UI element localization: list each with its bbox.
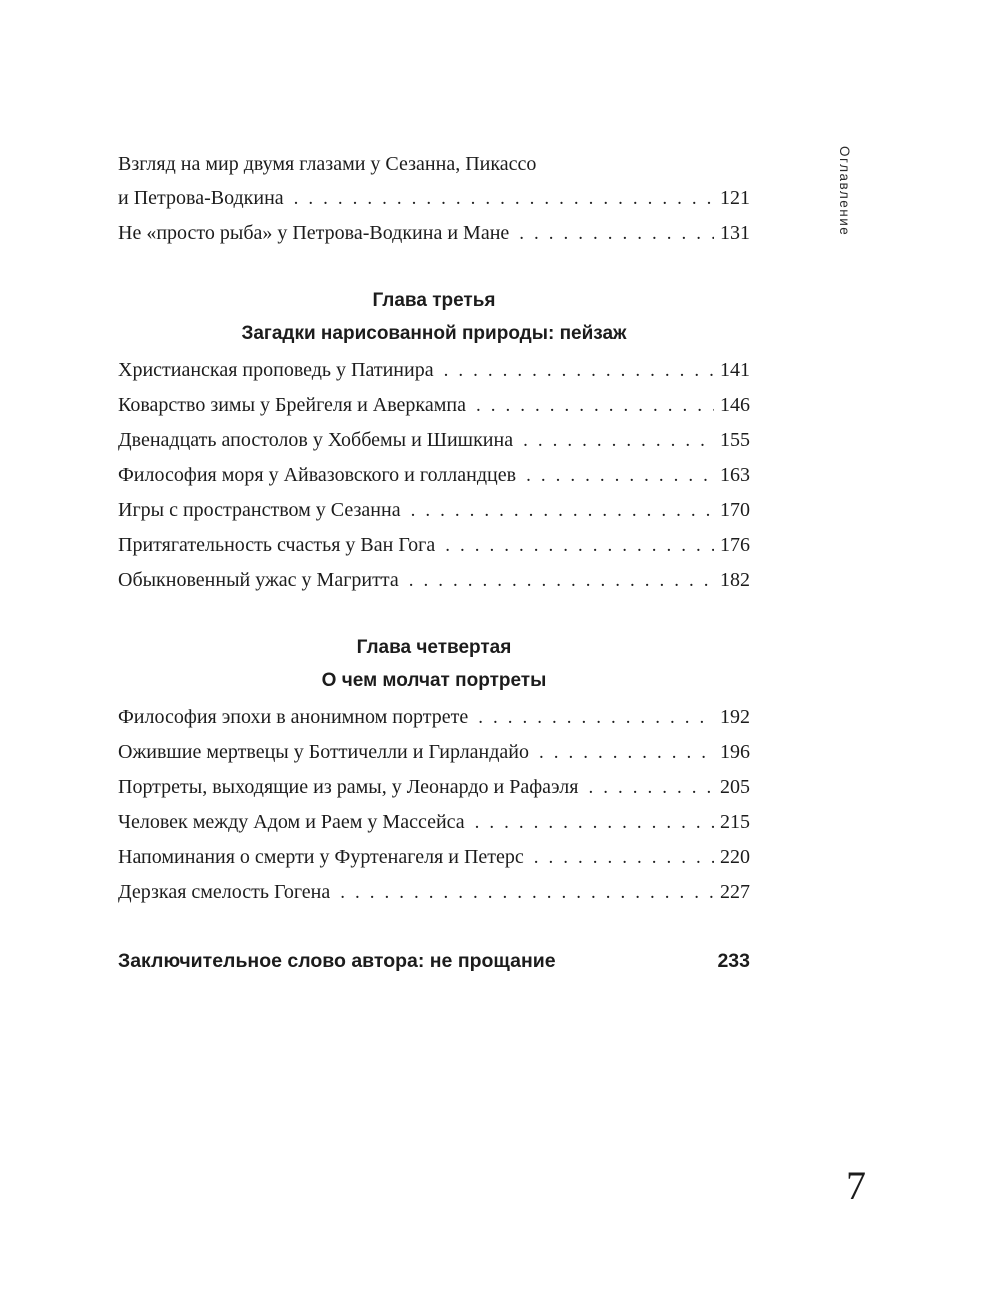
toc-entry [118,493,750,528]
toc-entry [118,770,750,805]
toc-entry-page: 220 [720,846,750,868]
toc-closing-title: Заключительное слово автора: не прощание [118,950,556,972]
chapter-entries [118,353,750,598]
toc-block [118,147,750,978]
toc-entry-page: 146 [720,394,750,416]
toc-entry [118,875,750,910]
toc-closing-entry [118,944,750,978]
leader-dots [478,700,714,735]
toc-entry [118,353,750,388]
toc-entry-title: Двенадцать апостолов у Хоббемы и Шишкина [118,429,514,451]
margin-label-vertical: Оглавление [837,146,852,237]
leader-dots [444,353,714,388]
toc-entry [118,388,750,423]
leader-dots [534,840,714,875]
toc-entry-title: Обыкновенный ужас у Магритта [118,569,399,591]
toc-entry [118,735,750,770]
toc-entry-title: Коварство зимы у Брейгеля и Аверкампа [118,394,466,416]
leader-dots [475,805,714,840]
toc-section-chapter-3 [118,284,750,598]
toc-entry-title: Философия эпохи в анонимном портрете [118,706,469,728]
toc-entry-title: Игры с пространством у Сезанна [118,499,401,521]
leader-dots [539,735,714,770]
leader-dots [340,875,714,910]
chapter-subtitle: Загадки нарисованной природы: пейзаж [241,323,627,344]
toc-entry-title: Дерзкая смелость Гогена [118,881,331,903]
leader-dots [411,493,714,528]
leader-dots [409,563,714,598]
toc-entry-title: Христианская проповедь у Патинира [118,359,434,381]
leader-dots [523,423,714,458]
toc-entry [118,700,750,735]
toc-entry-page: 182 [720,569,750,591]
toc-section-chapter-4 [118,631,750,910]
toc-entry [118,423,750,458]
toc-entry-page: 215 [720,811,750,833]
toc-entry-page: 170 [720,499,750,521]
toc-entry [118,840,750,875]
toc-entry-title: Ожившие мертвецы у Боттичелли и Гирландайо [118,741,530,763]
toc-entry-title: Философия моря у Айвазовского и голландцев [118,464,517,486]
toc-entry-page: 121 [720,187,750,209]
leader-dots [294,181,714,216]
toc-entry-wrapped-line2 [118,181,750,216]
chapter-subtitle: О чем молчат портреты [321,670,547,691]
toc-entry-page: 205 [720,776,750,798]
toc-entry [118,563,750,598]
toc-entry-title: и Петрова-Водкина [118,187,284,209]
toc-entry [118,528,750,563]
leader-dots [476,388,714,423]
toc-entry-wrapped-line1 [118,147,750,181]
toc-entry [118,216,750,251]
toc-entry-title: Притягательность счастья у Ван Гога [118,534,436,556]
page-number: 7 [846,1163,866,1208]
toc-entry-title: Напоминания о смерти у Фуртенагеля и Петерс [118,846,524,868]
leader-dots [526,458,714,493]
toc-entry-page: 176 [720,534,750,556]
toc-entry-page: 141 [720,359,750,381]
toc-entry-title: Портреты, выходящие из рамы, у Леонардо и Рафаэля [118,776,579,798]
toc-entry-page: 196 [720,741,750,763]
leader-dots [445,528,714,563]
toc-entry-title: Взгляд на мир двумя глазами у Сезанна, Пикассо [118,153,537,175]
toc-entry [118,458,750,493]
leader-dots [519,216,714,251]
toc-entry-page: 192 [720,706,750,728]
toc-entry-page: 227 [720,881,750,903]
chapter-title: Глава третья [372,290,496,311]
toc-entry-page: 163 [720,464,750,486]
toc-entry [118,805,750,840]
toc-entry-title: Не «просто рыба» у Петрова-Водкина и Мане [118,222,510,244]
chapter-title: Глава четвертая [356,637,512,658]
toc-entry-page: 131 [720,222,750,244]
leader-dots [588,770,714,805]
toc-closing-page: 233 [717,950,750,972]
toc-entry-title: Человек между Адом и Раем у Массейса [118,811,465,833]
chapter-entries [118,700,750,910]
toc-entry-page: 155 [720,429,750,451]
